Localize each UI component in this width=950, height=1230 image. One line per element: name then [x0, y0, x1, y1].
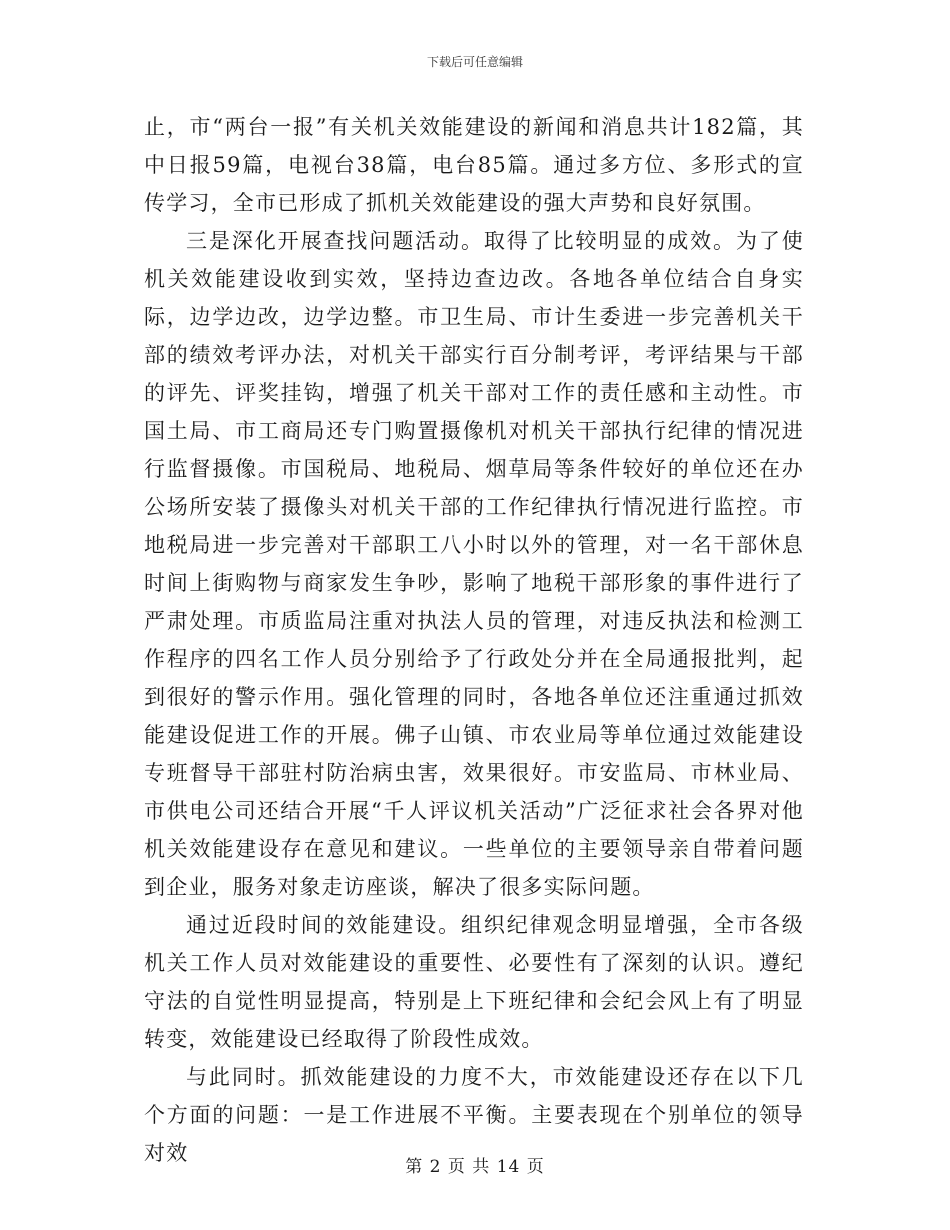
paragraph-continuation: 止，市“两台一报”有关机关效能建设的新闻和消息共计182篇，其中日报59篇，电视台38篇，电台85篇。通过多方位、多形式的宣传学习，全市已形成了抓机关效能建设的强大声势和良好氛围。 — [144, 115, 804, 215]
page-number-footer: 第 2 页 共 14 页 — [405, 1157, 545, 1177]
paragraph-investigation: 三是深化开展查找问题活动。取得了比较明显的成效。为了使机关效能建设收到实效，坚持边查边改。各地各单位结合自身实际，边学边改，边学边整。市卫生局、市计生委进一步完善机关干部的绩效考评办法，对机关干部实行百分制考评，考评结果与干部的评先、评奖挂钩，增强了机关干部对工作的责任感和主动性。市国土局、市工商局还专门购置摄像机对机关干部执行纪律的情况进行监督摄像。市国税局、地税局、烟草局等条件较好的单位还在办公场所安装了摄像头对机关干部的工作纪律执行情况进行监控。市地税局进一步完善对干部职工八小时以外的管理，对一名干部休息时间上街购物与商家发生争吵，影响了地税干部形象的事件进行了严肃处理。市质监局注重对执法人员的管理，对违反执法和检测工作程序的四名工作人员分别给予了行政处分并在全局通报批判，起到很好的警示作用。强化管理的同时，各地各单位还注重通过抓效能建设促进工作的开展。佛子山镇、市农业局等单位通过效能建设专班督导干部驻村防治病虫害，效果很好。市安监局、市林业局、市供电公司还结合开展“千人评议机关活动”广泛征求社会各界对他机关效能建设存在意见和建议。一些单位的主要领导亲自带着问题到企业，服务对象走访座谈，解决了很多实际问题。 — [144, 229, 804, 899]
paragraph-problems: 与此同时。抓效能建设的力度不大，市效能建设还存在以下几个方面的问题：一是工作进展不平衡。主要表现在个别单位的领导对效 — [144, 1065, 804, 1165]
page-header: 下载后可任意编辑 — [426, 55, 523, 69]
document-body — [144, 108, 804, 1172]
paragraph-results: 通过近段时间的效能建设。组织纪律观念明显增强，全市各级机关工作人员对效能建设的重要性、必要性有了深刻的认识。遵纪守法的自觉性明显提高，特别是上下班纪律和会纪会风上有了明显转变，效能建设已经取得了阶段性成效。 — [144, 913, 804, 1051]
